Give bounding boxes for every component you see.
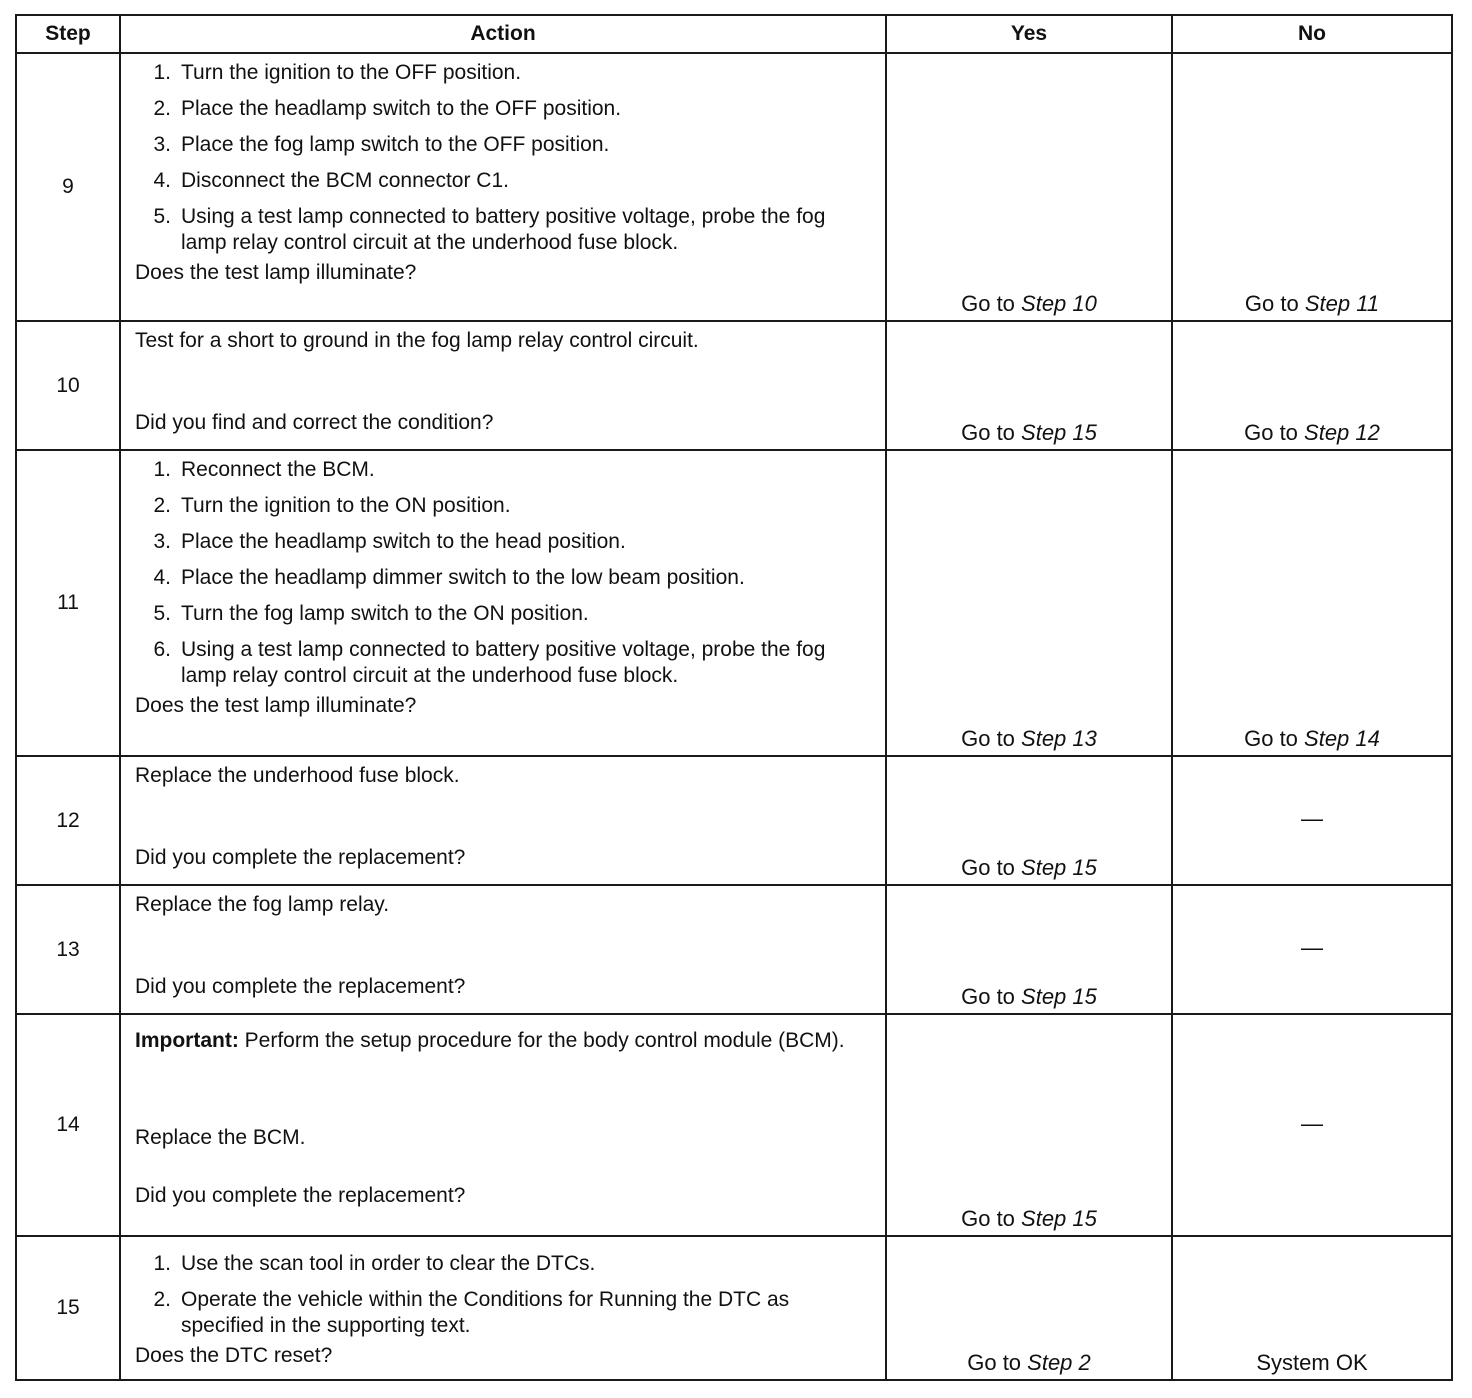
- system-ok-text: System OK: [1256, 1350, 1368, 1375]
- action-list: [135, 457, 875, 689]
- list-item: 2. Operate the vehicle within the Conditions for Running the DTC as specified in the supporting text.: [153, 1288, 790, 1337]
- step-reference: Step 2: [1027, 1350, 1091, 1375]
- step-number: 10: [16, 321, 120, 450]
- step-number: 12: [16, 756, 120, 885]
- list-item: 4. Disconnect the BCM connector C1.: [153, 169, 509, 192]
- table-row: [16, 1236, 1452, 1380]
- step-reference: Step 10: [1021, 291, 1097, 316]
- dash: —: [1301, 935, 1323, 960]
- yes-cell: Go to Step 15: [886, 756, 1172, 885]
- question: Does the test lamp illuminate?: [135, 261, 417, 284]
- list-item: 3. Place the headlamp switch to the head position.: [153, 530, 626, 553]
- step-reference: Step 15: [1021, 984, 1097, 1009]
- table-row: [16, 53, 1452, 321]
- yes-cell: Go to Step 15: [886, 321, 1172, 450]
- action-cell: [120, 885, 886, 1014]
- list-item: 2. Place the headlamp switch to the OFF position.: [153, 97, 622, 120]
- step-reference: Step 15: [1021, 1206, 1097, 1231]
- yes-cell: Go to Step 10: [886, 53, 1172, 321]
- question: Did you find and correct the condition?: [135, 411, 494, 434]
- list-item: 6. Using a test lamp connected to battery positive voltage, probe the fog lamp relay control circuit at the underhood fuse block.: [153, 638, 826, 687]
- no-cell: [1172, 1236, 1452, 1380]
- question: Did you complete the replacement?: [135, 1184, 466, 1207]
- important-note: Important: Perform the setup procedure for the body control module (BCM).: [135, 1029, 845, 1052]
- action-text: Replace the underhood fuse block.: [135, 764, 460, 787]
- dash: —: [1301, 1110, 1323, 1136]
- action-cell: [120, 450, 886, 756]
- header-step: Step: [16, 15, 120, 53]
- no-cell: Go to Step 11: [1172, 53, 1452, 321]
- header-no: No: [1172, 15, 1452, 53]
- dash: —: [1301, 806, 1323, 831]
- table-row: [16, 885, 1452, 1014]
- no-cell: [1172, 1014, 1452, 1236]
- table-row: [16, 756, 1452, 885]
- step-reference: Step 13: [1021, 726, 1097, 751]
- action-cell: [120, 321, 886, 450]
- no-cell: Go to Step 12: [1172, 321, 1452, 450]
- list-item: 1. Reconnect the BCM.: [153, 458, 375, 481]
- list-item: 5. Turn the fog lamp switch to the ON position.: [153, 602, 589, 625]
- table-row: [16, 450, 1452, 756]
- list-item: 4. Place the headlamp dimmer switch to the low beam position.: [153, 566, 745, 589]
- question: Did you complete the replacement?: [135, 846, 466, 869]
- action-list: [135, 1251, 875, 1339]
- step-number: 13: [16, 885, 120, 1014]
- step-number: 15: [16, 1236, 120, 1380]
- list-item: 3. Place the fog lamp switch to the OFF position.: [153, 133, 610, 156]
- action-text: Test for a short to ground in the fog lamp relay control circuit.: [135, 329, 699, 352]
- step-reference: Step 11: [1304, 291, 1380, 316]
- header-yes: Yes: [886, 15, 1172, 53]
- action-text: Replace the fog lamp relay.: [135, 893, 390, 916]
- question: Does the test lamp illuminate?: [135, 694, 417, 717]
- yes-cell: Go to Step 13: [886, 450, 1172, 756]
- header-action: Action: [120, 15, 886, 53]
- list-item: 5. Using a test lamp connected to battery positive voltage, probe the fog lamp relay control circuit at the underhood fuse block.: [153, 205, 826, 254]
- yes-cell: Go to Step 15: [886, 1014, 1172, 1236]
- table-row: [16, 1014, 1452, 1236]
- table-row: [16, 321, 1452, 450]
- step-number: 9: [16, 53, 120, 321]
- header-row: [16, 15, 1452, 53]
- step-reference: Step 12: [1304, 420, 1380, 445]
- question: Does the DTC reset?: [135, 1344, 333, 1367]
- yes-cell: Go to Step 2: [886, 1236, 1172, 1380]
- step-reference: Step 14: [1304, 726, 1380, 751]
- action-list: [135, 60, 875, 256]
- list-item: 1. Use the scan tool in order to clear the DTCs.: [153, 1252, 596, 1275]
- step-reference: Step 15: [1021, 855, 1097, 880]
- step-number: 11: [16, 450, 120, 756]
- action-cell: [120, 1236, 886, 1380]
- action-text: Replace the BCM.: [135, 1126, 306, 1149]
- action-cell: [120, 756, 886, 885]
- step-reference: Step 15: [1021, 420, 1097, 445]
- action-cell: [120, 53, 886, 321]
- no-cell: Go to Step 14: [1172, 450, 1452, 756]
- step-number: 14: [16, 1014, 120, 1236]
- question: Did you complete the replacement?: [135, 975, 466, 998]
- important-label: Important:: [135, 1029, 239, 1052]
- list-item: 2. Turn the ignition to the ON position.: [153, 494, 511, 517]
- list-item: 1. Turn the ignition to the OFF position.: [153, 61, 522, 84]
- no-cell: [1172, 756, 1452, 885]
- action-cell: [120, 1014, 886, 1236]
- yes-cell: Go to Step 15: [886, 885, 1172, 1014]
- no-cell: [1172, 885, 1452, 1014]
- diagnostic-table: [15, 14, 1453, 1381]
